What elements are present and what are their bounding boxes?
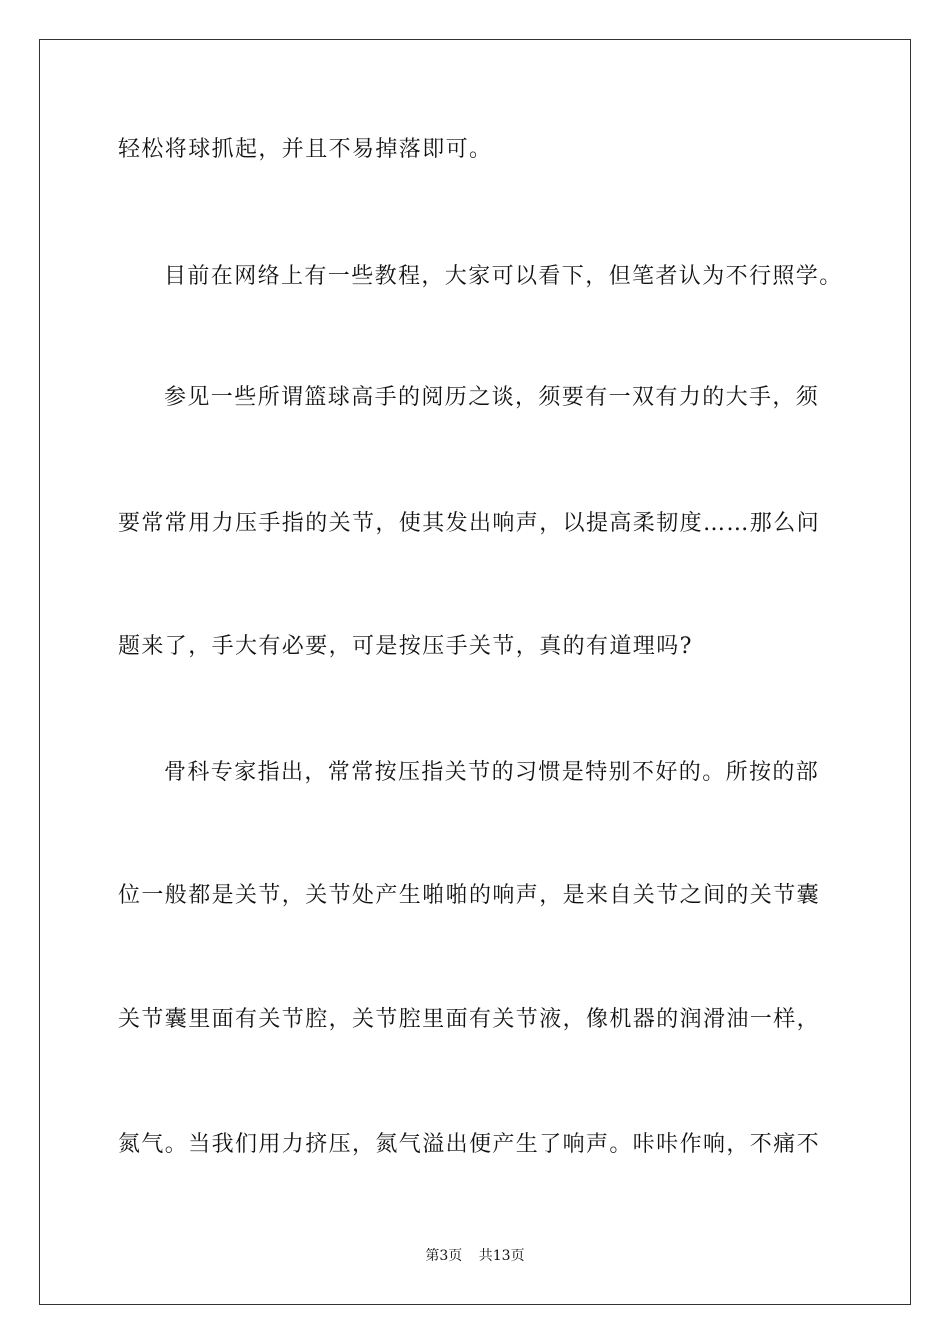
- text-line-7: 位一般都是关节，关节处产生啪啪的响声，是来自关节之间的关节囊: [118, 883, 821, 908]
- text-line-6: 骨科专家指出，常常按压指关节的习惯是特别不好的。所按的部: [164, 760, 820, 785]
- text-line-8: 关节囊里面有关节腔，关节腔里面有关节液，像机器的润滑油一样，: [118, 1007, 821, 1032]
- text-line-2: 目前在网络上有一些教程，大家可以看下，但笔者认为不行照学。: [164, 264, 843, 289]
- text-line-4: 要常常用力压手指的关节，使其发出响声，以提高柔韧度……那么问: [118, 511, 821, 536]
- text-line-3: 参见一些所谓篮球高手的阅历之谈，须要有一双有力的大手，须: [164, 385, 820, 410]
- page-footer: [0, 1246, 950, 1266]
- text-line-1: 轻松将球抓起，并且不易掉落即可。: [118, 137, 493, 162]
- page-border: [39, 39, 911, 1305]
- text-line-9: 氮气。当我们用力挤压，氮气溢出便产生了响声。咔咔作响，不痛不: [118, 1132, 821, 1157]
- text-line-5: 题来了，手大有必要，可是按压手关节，真的有道理吗?: [118, 634, 693, 659]
- page-total: 共13页: [478, 1248, 525, 1264]
- page-number: 第3页: [425, 1248, 463, 1264]
